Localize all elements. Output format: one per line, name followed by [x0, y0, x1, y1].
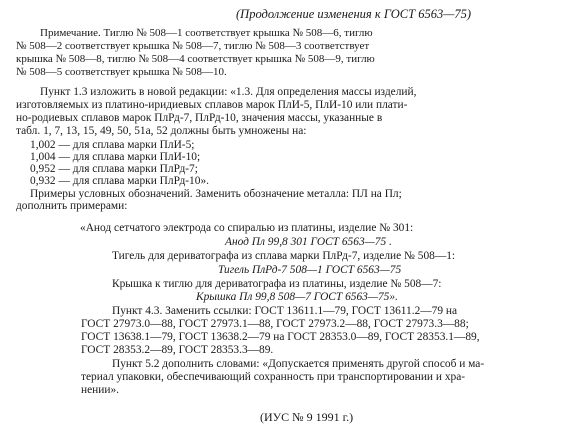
p43-line-3: ГОСТ 13638.1—79, ГОСТ 13638.2—79 на ГОСТ 28353.0—89, ГОСТ 28353.1—89,	[81, 331, 480, 343]
example-2-designation: Тигель ПлРд-7 508—1 ГОСТ 6563—75	[218, 264, 402, 276]
p13-line-2: изготовляемых из платино-иридиевых сплавов марок ПлИ-5, ПлИ-10 или плати-	[16, 99, 408, 111]
example-1-text: «Анод сетчатого электрода со спиралью из платины, изделие № 301:	[80, 222, 414, 234]
continuation-header: (Продолжение изменения к ГОСТ 6563—75)	[236, 7, 471, 21]
p13-line-3: но-родиевых сплавов марок ПлРд-7, ПлРд-10, значения массы, указанные в	[16, 112, 383, 124]
p43-line-2: ГОСТ 27973.0—88, ГОСТ 27973.1—88, ГОСТ 27973.2—88, ГОСТ 27973.3—88;	[81, 318, 469, 330]
note-line-2: № 508—2 соответствует крышка № 508—7, тиглю № 508—3 соответствует	[16, 40, 370, 52]
coef-line-3: 0,952 — для сплава марки ПлРд-7;	[30, 163, 198, 175]
p13-line-4: табл. 1, 7, 13, 15, 49, 50, 51а, 52 должны быть умножены на:	[16, 125, 307, 137]
coef-line-4: 0,932 — для сплава марки ПлРд-10».	[30, 175, 209, 187]
note-line-4: № 508—5 соответствует крышка № 508—10.	[16, 66, 227, 78]
ius-footer: (ИУС № 9 1991 г.)	[260, 410, 354, 424]
p52-line-3: нении».	[81, 384, 119, 396]
example-3-text: Крышка к тиглю для дериватографа из платины, изделие № 508—7:	[112, 278, 442, 290]
p43-line-1: Пункт 4.3. Заменить ссылки: ГОСТ 13611.1—79, ГОСТ 13611.2—79 на	[112, 305, 458, 317]
example-2-text: Тигель для дериватографа из сплава марки ПлРд-7, изделие № 508—1:	[112, 250, 456, 262]
note-line-1: Примечание. Тиглю № 508—1 соответствует крышка № 508—6, тиглю	[40, 27, 373, 39]
example-3-designation: Крышка Пл 99,8 508—7 ГОСТ 6563—75».	[196, 291, 398, 303]
coef-line-2: 1,004 — для сплава марки ПлИ-10;	[30, 151, 201, 163]
coef-line-1: 1,002 — для сплава марки ПлИ-5;	[30, 139, 195, 151]
p52-line-2: териал упаковки, обеспечивающий сохранность при транспортировании и хра-	[81, 371, 466, 383]
examples-intro-line-1: Примеры условных обозначений. Заменить обозначение металла: ПЛ на Пл;	[30, 188, 402, 200]
p43-line-4: ГОСТ 28353.2—89, ГОСТ 28353.3—89.	[81, 344, 274, 356]
p52-line-1: Пункт 5.2 дополнить словами: «Допускается применять другой способ и ма-	[112, 358, 485, 370]
examples-intro-line-2: дополнить примерами:	[16, 200, 128, 212]
note-line-3: крышка № 508—8, тиглю № 508—4 соответствует крышка № 508—9, тиглю	[16, 53, 375, 65]
example-1-designation: Анод Пл 99,8 301 ГОСТ 6563—75 .	[225, 236, 392, 248]
p13-line-1: Пункт 1.3 изложить в новой редакции: «1.3. Для определения массы изделий,	[40, 86, 417, 98]
